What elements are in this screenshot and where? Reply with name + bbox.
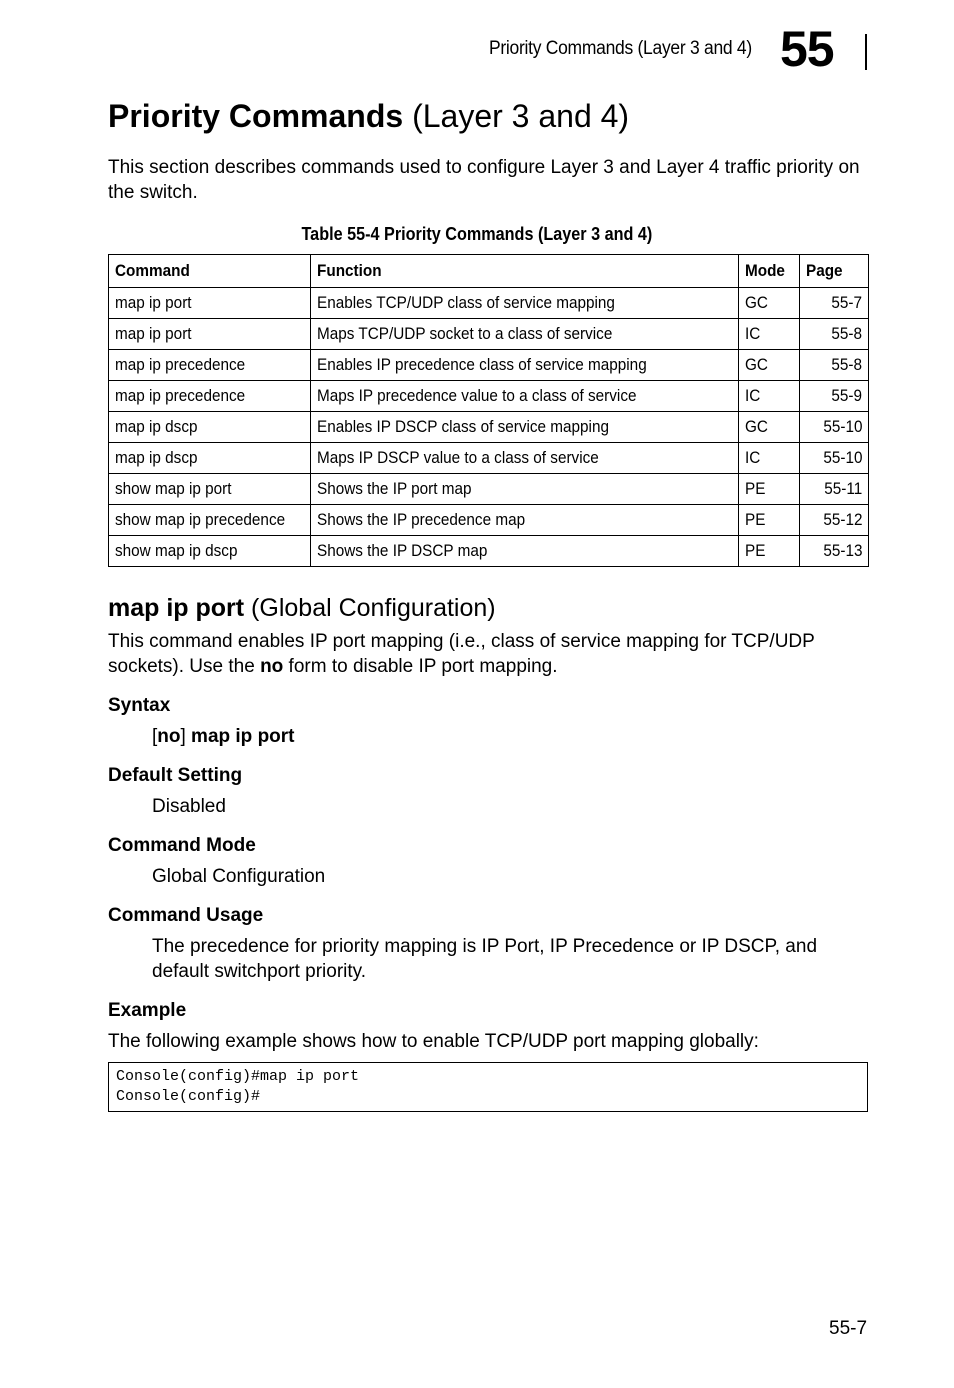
cell-command: map ip dscp	[115, 448, 198, 467]
page-title-bold: Priority Commands	[108, 98, 404, 134]
table-row	[109, 412, 869, 443]
cell-function: Maps IP DSCP value to a class of service	[317, 448, 599, 467]
example-heading: Example	[108, 1000, 187, 1021]
syntax-no: no	[157, 726, 181, 747]
command-usage-text: The precedence for priority mapping is IP Port, IP Precedence or IP DSCP, and default switchport priority.	[152, 936, 818, 982]
cell-mode: IC	[744, 386, 761, 405]
table-row	[109, 505, 869, 536]
table-row	[109, 288, 869, 319]
example-text: The following example shows how to enable TCP/UDP port mapping globally:	[108, 1031, 759, 1052]
cell-command: map ip precedence	[115, 386, 246, 405]
cell-function: Shows the IP DSCP map	[317, 541, 488, 560]
cell-mode: PE	[744, 479, 766, 498]
table-row	[109, 381, 869, 412]
cell-function: Maps TCP/UDP socket to a class of service	[317, 324, 613, 343]
cell-page: 55-10	[822, 448, 862, 467]
cell-function: Enables IP DSCP class of service mapping	[317, 417, 609, 436]
section-description: This command enables IP port mapping (i.e., class of service mapping for TCP/UDP sockets). Use the no form to disable IP port mapping.	[108, 631, 815, 677]
cell-command: map ip dscp	[115, 417, 198, 436]
cell-page: 55-13	[822, 541, 862, 560]
code-line: Console(config)#	[116, 1088, 261, 1105]
section-title-bold: map ip port	[108, 594, 245, 622]
chapter-number: 55	[780, 21, 834, 77]
cell-command: show map ip dscp	[115, 541, 238, 560]
running-header: Priority Commands (Layer 3 and 4)	[489, 38, 752, 59]
cell-mode: IC	[744, 324, 761, 343]
column-header-function: Function	[311, 255, 739, 288]
header-divider	[865, 34, 867, 70]
code-line: Console(config)#map ip port	[116, 1068, 360, 1085]
default-setting-heading: Default Setting	[108, 765, 243, 786]
cell-command: map ip port	[115, 293, 192, 312]
cell-page: 55-12	[822, 510, 862, 529]
syntax-heading: Syntax	[108, 695, 171, 716]
table-row	[109, 443, 869, 474]
column-header-page: Page	[800, 255, 869, 288]
command-usage-heading: Command Usage	[108, 905, 264, 926]
syntax-command: map ip port	[185, 726, 295, 747]
cell-mode: PE	[744, 541, 766, 560]
cell-function: Shows the IP precedence map	[317, 510, 526, 529]
cell-page: 55-9	[831, 386, 862, 405]
no-keyword: no	[260, 656, 284, 677]
cell-function: Enables TCP/UDP class of service mapping	[317, 293, 615, 312]
table-row	[109, 536, 869, 567]
column-header-mode: Mode	[738, 255, 799, 288]
cell-command: map ip port	[115, 324, 192, 343]
cell-command: show map ip port	[115, 479, 232, 498]
cell-command: show map ip precedence	[115, 510, 286, 529]
column-header-command: Command	[109, 255, 311, 288]
cell-command: map ip precedence	[115, 355, 246, 374]
default-setting-value: Disabled	[152, 796, 226, 817]
page-number: 55-7	[829, 1318, 868, 1339]
cell-mode: GC	[744, 417, 768, 436]
cell-page: 55-8	[831, 355, 862, 374]
cell-mode: GC	[744, 293, 768, 312]
page-title	[108, 98, 629, 135]
cell-page: 55-11	[824, 479, 862, 498]
cell-function: Shows the IP port map	[317, 479, 472, 498]
cell-mode: PE	[744, 510, 766, 529]
command-mode-value: Global Configuration	[152, 866, 326, 887]
table-header-row	[109, 255, 869, 288]
cell-page: 55-8	[831, 324, 862, 343]
cell-page: 55-7	[831, 293, 862, 312]
command-mode-heading: Command Mode	[108, 835, 256, 856]
cell-mode: IC	[744, 448, 761, 467]
section-title-rest: (Global Configuration)	[244, 594, 496, 622]
cell-mode: GC	[744, 355, 768, 374]
table-row	[109, 474, 869, 505]
syntax-line: [no] map ip port	[152, 726, 295, 747]
cell-function: Maps IP precedence value to a class of service	[317, 386, 637, 405]
cell-page: 55-10	[822, 417, 862, 436]
commands-table	[108, 254, 869, 567]
section-title	[108, 594, 496, 623]
intro-paragraph: This section describes commands used to configure Layer 3 and Layer 4 traffic priority on the switch.	[108, 157, 860, 203]
table-row	[109, 319, 869, 350]
table-row	[109, 350, 869, 381]
page-title-rest: (Layer 3 and 4)	[403, 98, 630, 134]
code-example	[108, 1062, 868, 1112]
table-caption: Table 55-4 Priority Commands (Layer 3 and 4)	[301, 224, 653, 244]
cell-function: Enables IP precedence class of service mapping	[317, 355, 647, 374]
